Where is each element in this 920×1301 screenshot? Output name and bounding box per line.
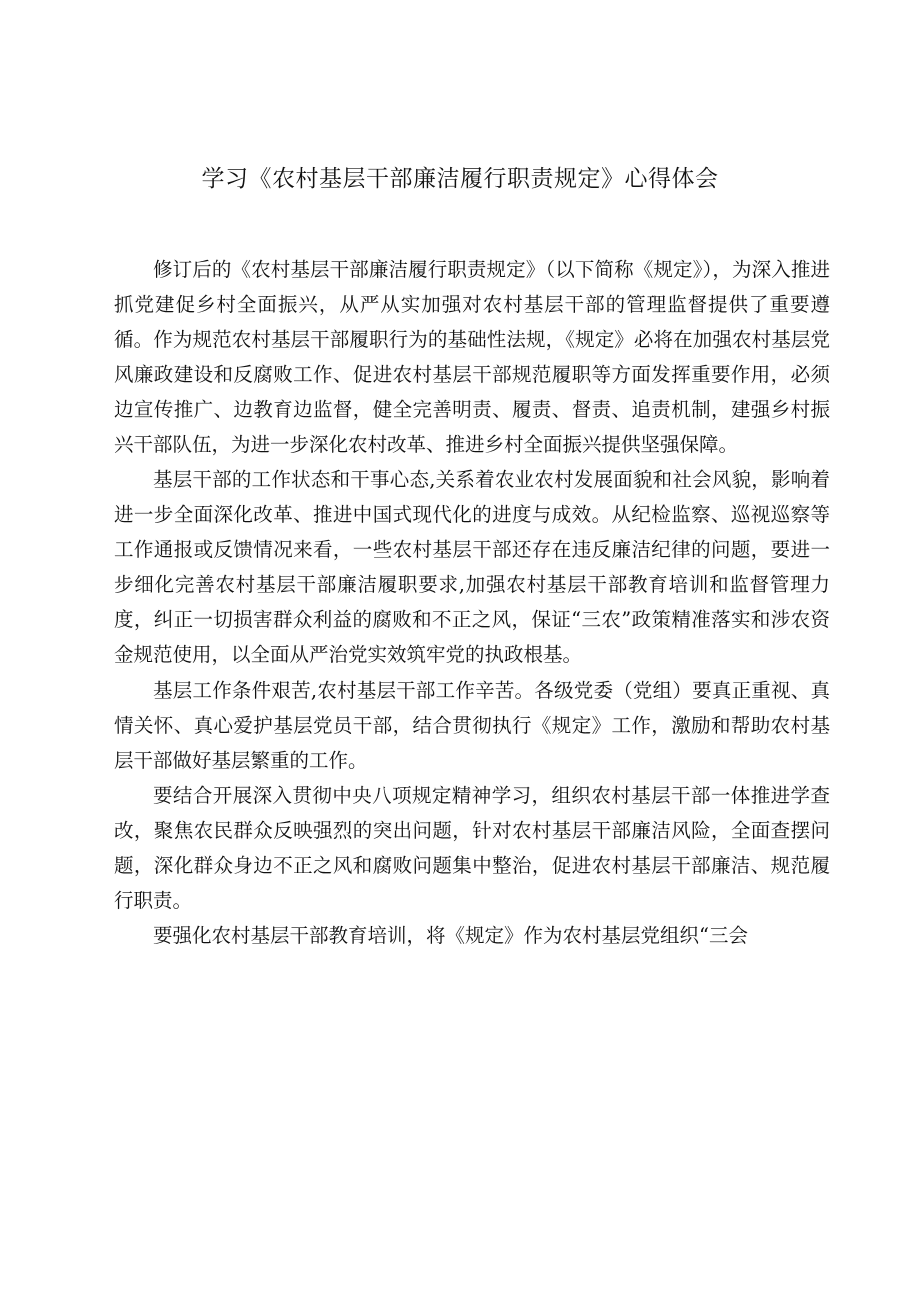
paragraph: 基层干部的工作状态和干事心态,关系着农业农村发展面貌和社会风貌，影响着进一步全面深化改革、推进中国式现代化的进度与成效。从纪检监察、巡视巡察等工作通报或反馈情况来看，一些农村基层干部还存在违反廉洁纪律的问题，要进一步细化完善农村基层干部廉洁履职要求,加强农村基层干部教育培训和监督管理力度，纠正一切损害群众利益的腐败和不正之风，保证“三农”政策精准落实和涉农资金规范使用，以全面从严治党实效筑牢党的执政根基。 bbox=[114, 468, 830, 667]
paragraph: 基层工作条件艰苦,农村基层干部工作辛苦。各级党委（党组）要真正重视、真情关怀、真心爱护基层党员干部，结合贯彻执行《规定》工作，激励和帮助农村基层干部做好基层繁重的工作。 bbox=[114, 678, 830, 772]
document-title: 学习《农村基层干部廉洁履行职责规定》心得体会 bbox=[201, 166, 719, 192]
paragraph: 修订后的《农村基层干部廉洁履行职责规定》（以下简称《规定》），为深入推进抓党建促乡村全面振兴，从严从实加强对农村基层干部的管理监督提供了重要遵循。作为规范农村基层干部履职行为的基础性法规，《规定》必将在加强农村基层党风廉政建设和反腐败工作、促进农村基层干部规范履职等方面发挥重要作用，必须边宣传推广、边教育边监督，健全完善明责、履责、督责、追责机制，建强乡村振兴干部队伍，为进一步深化农村改革、推进乡村全面振兴提供坚强保障。 bbox=[114, 258, 830, 456]
document-body bbox=[114, 252, 830, 953]
paragraph: 要强化农村基层干部教育培训，将《规定》作为农村基层党组织“三会 bbox=[153, 924, 748, 948]
paragraph: 要结合开展深入贯彻中央八项规定精神学习，组织农村基层干部一体推进学查改，聚焦农民群众反映强烈的突出问题，针对农村基层干部廉洁风险，全面查摆问题，深化群众身边不正之风和腐败问题集中整治，促进农村基层干部廉洁、规范履行职责。 bbox=[114, 783, 830, 912]
